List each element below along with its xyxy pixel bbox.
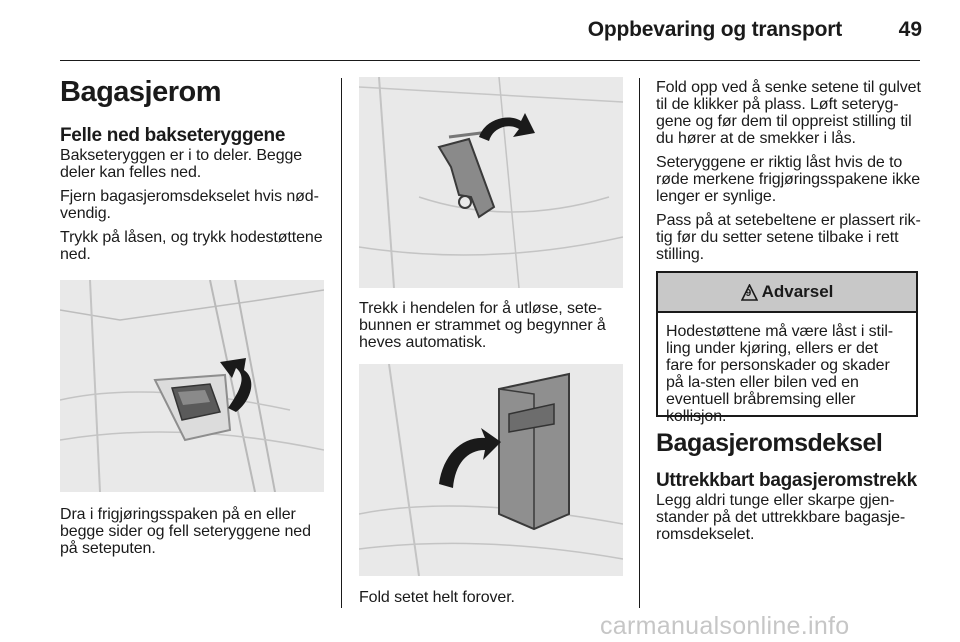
column-left bbox=[60, 62, 325, 270]
caption-trekk-hendelen: Trekk i hendelen for å utløse, sete-bunnen er strammet og begynner å heves automatisk. bbox=[359, 300, 606, 351]
column-divider-left bbox=[341, 78, 342, 608]
subheading-felle-ned: Felle ned bakseteryggene bbox=[60, 125, 286, 146]
column-right bbox=[656, 62, 921, 270]
warning-text: Hodestøttene må være låst i stil-ling under kjøring, ellers er det fare for personskader og skader på la-sten eller bilen ved en eventuell bråbremsing eller kollisjon. bbox=[666, 323, 893, 425]
illustration-fold-seat bbox=[359, 364, 623, 576]
paragraph: Fjern bagasjeromsdekselet hvis nød-vendig. bbox=[60, 188, 319, 222]
section-heading-bagasjeromsdeksel: Bagasjeromsdeksel bbox=[656, 429, 883, 457]
page-number: 49 bbox=[898, 18, 922, 41]
warning-triangle-icon: 9 bbox=[741, 284, 758, 301]
section-bagasjeromsdeksel bbox=[656, 429, 921, 550]
caption-fold-setet: Fold setet helt forover. bbox=[359, 589, 515, 606]
warning-header bbox=[658, 273, 916, 313]
paragraph: Trykk på låsen, og trykk hodestøttene ned. bbox=[60, 229, 323, 263]
illustration-headrest-lock bbox=[60, 280, 324, 492]
chapter-title: Oppbevaring og transport bbox=[587, 18, 842, 41]
paragraph: Seteryggene er riktig låst hvis de to røde merkene frigjøringsspakene ikke lenger er synlige. bbox=[656, 154, 921, 205]
paragraph: Pass på at setebeltene er plassert rik-tig før du setter setene tilbake i rett stilling. bbox=[656, 212, 921, 263]
subheading-uttrekkbart: Uttrekkbart bagasjeromstrekk bbox=[656, 470, 917, 491]
paragraph: Bakseteryggen er i to deler. Begge deler kan felles ned. bbox=[60, 147, 303, 181]
paragraph: Legg aldri tunge eller skarpe gjen-stander på det uttrekkbare bagasje-romsdekselet. bbox=[656, 492, 906, 543]
paragraph: Fold opp ved å senke setene til gulvet til de klikker på plass. Løft seteryg-gene og før dem til oppreist stilling til du hører at de smekker i lås. bbox=[656, 79, 921, 147]
warning-title: Advarsel bbox=[761, 282, 834, 301]
watermark: carmanualsonline.info bbox=[600, 612, 850, 640]
column-divider-right bbox=[639, 78, 640, 608]
page-header bbox=[0, 0, 960, 62]
header-divider bbox=[60, 60, 920, 61]
warning-box bbox=[656, 271, 918, 425]
illustration-seat-lever bbox=[359, 77, 623, 288]
section-heading-bagasjerom: Bagasjerom bbox=[60, 76, 222, 108]
caption-frigjoringsspaken: Dra i frigjøringsspaken på en eller begge sider og fell seteryggene ned på seteputen. bbox=[60, 506, 311, 557]
